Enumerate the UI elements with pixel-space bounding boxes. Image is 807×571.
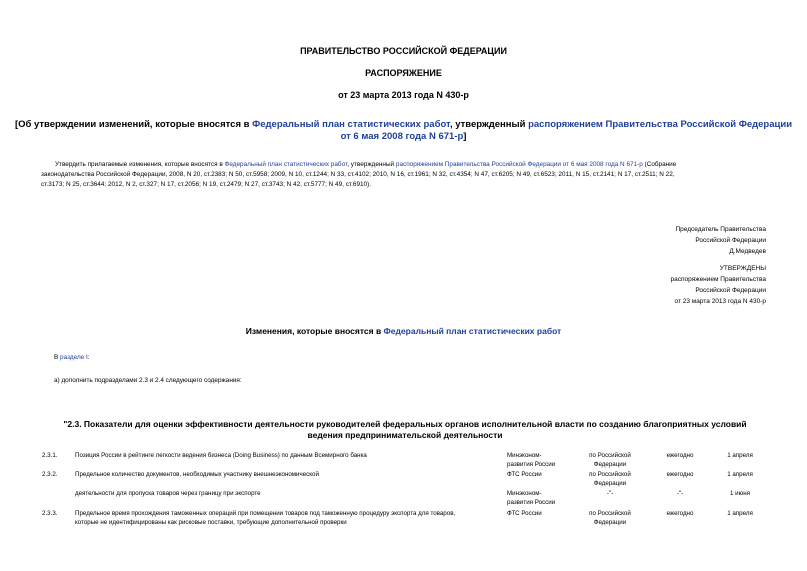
level-line-1: по Российской [589,471,631,478]
table-row [0,509,807,529]
row-agency [507,451,567,469]
order-date-link[interactable]: от 6 мая 2008 года N 671-р [340,131,464,142]
section-reference [54,353,90,363]
signature-line-3: Д.Медведев [729,248,766,255]
table-row [0,489,807,509]
table-row [0,451,807,471]
approval-line-1: УТВЕРЖДЕНЫ [719,265,766,272]
signature-line-1: Председатель Правительства [675,226,766,233]
row-frequency: -"- [676,490,684,497]
approval-line-2: распоряжением Правительства [670,276,766,283]
changes-heading [0,326,807,336]
section-i-link[interactable]: разделе I [60,354,88,361]
agency-line-1: ФТС России [507,471,542,478]
title-text-2: , утвержденный [449,119,529,130]
row-frequency: ежегодно [666,510,694,517]
title-text-1: [Об утверждении изменений, которые вносятся в [14,119,253,130]
row-date: 1 апреля [727,471,753,478]
row-number: 2.3.1. [42,452,58,459]
row-frequency: ежегодно [666,471,694,478]
document-type: РАСПОРЯЖЕНИЕ [365,68,442,78]
row-level [580,489,640,498]
row-level [580,470,640,488]
row-date: 1 апреля [727,452,753,459]
body-order-link[interactable]: распоряжением Правительства Российской Федерации от 6 мая 2008 года N 671-р [395,161,643,168]
row-agency [507,489,567,507]
row-level [580,451,640,469]
signature-block [675,224,766,257]
changes-federal-plan-link[interactable]: Федеральный план статистических работ [383,326,562,336]
body-paragraph [41,160,771,190]
row-text: Предельное количество документов, необходимых участнику внешнеэкономической [75,471,319,478]
subsection-heading [40,419,770,441]
signature-line-2: Российской Федерации [695,237,766,244]
agency-line-1: ФТС России [507,510,542,517]
row-agency [507,509,567,518]
level-line-2: Федерации [593,461,627,468]
row-text [75,509,500,527]
row-level [580,509,640,527]
body-federal-plan-link[interactable]: Федеральный план статистических работ [224,161,348,168]
document-date: от 23 марта 2013 года N 430-р [338,90,469,100]
row-frequency: ежегодно [666,452,694,459]
level-line-1: -"- [606,490,614,497]
row-agency [507,470,567,479]
body-line-3: ст.3173; N 25, ст.3644; 2012, N 2, ст.327; N 17, ст.2056; N 19, ст.2479; N 27, ст.3743; N 42, ст.5777; N 49, ст.6910). [41,181,372,188]
agency-line-2: развития России [507,499,556,506]
body-text-a: Утвердить прилагаемые изменения, которые вносятся в [55,161,225,168]
row-number: 2.3.2. [42,471,58,478]
document-title [0,119,807,143]
body-line-2: законодательства Российской Федерации, 2008, N 20, ст.2383; N 50, ст.5958; 2009, N 10, ст.1244; N 33, ст.4102; 2010, N 16, ст.1961; N 32, ст.4354; N 47, ст.6205; N 49, ст.6523; 2011, N 15, ст.2141; N 17, ст.2511; N 22, [41,171,675,178]
item-a: а) дополнить подразделами 2.3 и 2.4 следующего содержания: [54,377,242,384]
subsection-line-1: "2.3. Показатели для оценки эффективности деятельности руководителей федеральных органов исполнительной власти по созданию благоприятных условий [63,419,747,429]
agency-line-1: Минэконом- [507,490,542,497]
row-number: 2.3.3. [42,510,58,517]
approval-line-3: Российской Федерации [695,287,766,294]
government-name: ПРАВИТЕЛЬСТВО РОССИЙСКОЙ ФЕДЕРАЦИИ [300,46,507,56]
row-text-line-2: которые не идентифицированы как рисковые поставки, требующие дополнительной проверки [75,519,347,526]
row-date: 1 июня [729,490,751,497]
row-text-line-1: Предельное время прохождения таможенных операций при помещении товаров под таможенную процедуру экспорта для товаров, [75,510,456,517]
changes-heading-text: Изменения, которые вносятся в [245,326,384,336]
title-line-1 [0,119,807,131]
body-text-b: , утвержденный [347,161,396,168]
federal-plan-link[interactable]: Федеральный план статистических работ [252,119,450,130]
government-order-link[interactable]: распоряжением Правительства Российской Федерации [528,119,793,130]
agency-line-2: развития России [507,461,556,468]
body-text-c: (Собрание [642,161,677,168]
title-line-2 [0,131,807,143]
row-text: деятельности для пропуска товаров через границу при экспорте [75,490,261,497]
body-line-1 [41,160,771,170]
title-text-3: ] [463,131,467,142]
row-text: Позиция России в рейтинге легкости ведения бизнеса (Doing Business) по данным Всемирного банка [75,452,367,459]
level-line-1: по Российской [589,452,631,459]
subsection-line-2: ведения предпринимательской деятельности [307,430,503,440]
table-row [0,470,807,490]
level-line-1: по Российской [589,510,631,517]
level-line-2: Федерации [593,519,627,526]
row-date: 1 апреля [727,510,753,517]
section-suffix: : [87,354,90,361]
approval-line-4: от 23 марта 2013 года N 430-р [674,298,766,305]
section-prefix: В [54,354,61,361]
agency-line-1: Минэконом- [507,452,542,459]
level-line-2: Федерации [593,480,627,487]
approval-block [671,263,766,307]
